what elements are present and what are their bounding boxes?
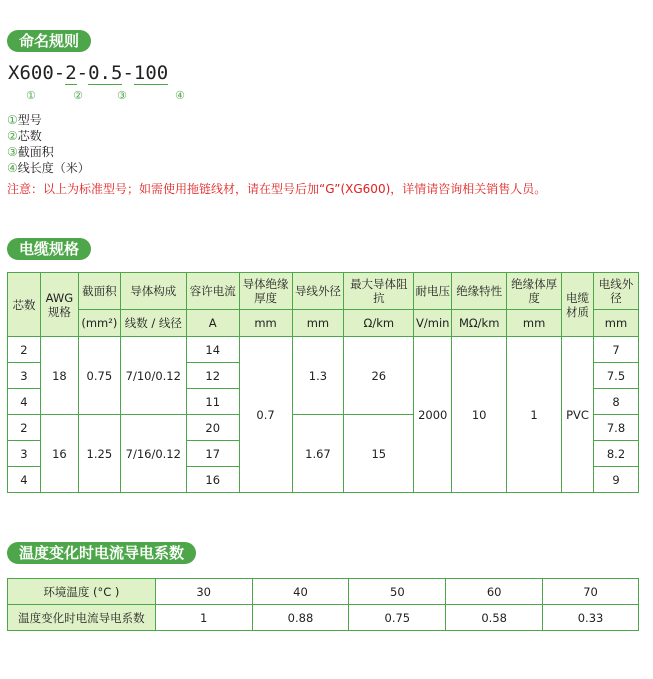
- code-part-area: 0.5: [88, 62, 123, 84]
- cell-resistance: 26: [344, 337, 414, 415]
- cell-awg: 16: [40, 415, 78, 493]
- marker-3: ③: [117, 89, 127, 102]
- cell-voltage: 2000: [414, 337, 452, 493]
- header-cores: 芯数: [8, 273, 41, 337]
- cell-insulation-thickness: 0.7: [239, 337, 292, 493]
- legend-item: ③截面积: [7, 145, 54, 159]
- cell-cable-od: 8: [593, 389, 638, 415]
- temp-value: 70: [543, 579, 639, 605]
- unit-insulator-thickness: mm: [507, 310, 562, 337]
- marker-4: ④: [175, 89, 185, 102]
- cell-current: 16: [186, 467, 239, 493]
- header-cable-od: 电线外径: [593, 273, 638, 310]
- cell-cores: 3: [8, 363, 41, 389]
- cell-insulator-thickness: 1: [507, 337, 562, 493]
- unit-current: A: [186, 310, 239, 337]
- cell-area: 0.75: [78, 337, 120, 415]
- section-title-temp: 温度变化时电流导电系数: [7, 542, 196, 564]
- unit-resistance: Ω/km: [344, 310, 414, 337]
- cell-cores: 2: [8, 337, 41, 363]
- cell-cores: 2: [8, 415, 41, 441]
- code-part-cores: 2: [65, 62, 77, 84]
- marker-1: ①: [26, 89, 36, 102]
- coeff-value: 0.33: [543, 605, 639, 631]
- cell-cores: 4: [8, 389, 41, 415]
- unit-insulation-property: MΩ/km: [452, 310, 507, 337]
- cell-material: PVC: [562, 337, 594, 493]
- header-insulation-thickness: 导体绝缘厚度: [239, 273, 292, 310]
- coeff-value: 1: [155, 605, 252, 631]
- cell-current: 12: [186, 363, 239, 389]
- marker-2: ②: [73, 89, 83, 102]
- header-material: 电缆材质: [562, 273, 594, 337]
- unit-insulation-thickness: mm: [239, 310, 292, 337]
- cell-conductor: 7/10/0.12: [120, 337, 186, 415]
- header-wire-od: 导线外径: [292, 273, 344, 310]
- cell-current: 17: [186, 441, 239, 467]
- cell-wire-od: 1.67: [292, 415, 344, 493]
- section-title-naming: 命名规则: [7, 30, 91, 52]
- cell-cable-od: 8.2: [593, 441, 638, 467]
- coeff-value: 0.58: [446, 605, 543, 631]
- code-sep: -: [76, 62, 89, 84]
- header-conductor: 导体构成: [120, 273, 186, 310]
- code-part-length: 100: [133, 62, 169, 84]
- code-sep: -: [122, 62, 134, 84]
- code-part-model: X600-: [8, 62, 66, 84]
- unit-conductor: 线数 / 线径: [120, 310, 186, 337]
- note-text: 注意：以上为标准型号；如需使用拖链线材，请在型号后加“G”(XG600)，详情请咨询相关销售人员。: [7, 182, 547, 196]
- cell-cable-od: 9: [593, 467, 638, 493]
- cell-conductor: 7/16/0.12: [120, 415, 186, 493]
- spec-table: [7, 272, 639, 493]
- header-voltage: 耐电压: [414, 273, 452, 310]
- unit-wire-od: mm: [292, 310, 344, 337]
- cell-cable-od: 7.5: [593, 363, 638, 389]
- cell-current: 11: [186, 389, 239, 415]
- section-title-spec: 电缆规格: [7, 238, 91, 260]
- header-insulator-thickness: 绝缘体厚度: [507, 273, 562, 310]
- cell-cable-od: 7.8: [593, 415, 638, 441]
- cell-cable-od: 7: [593, 337, 638, 363]
- cell-cores: 4: [8, 467, 41, 493]
- temp-row-label: 环境温度 (°C ): [8, 579, 156, 605]
- unit-voltage: V/min: [414, 310, 452, 337]
- cell-awg: 18: [40, 337, 78, 415]
- header-resistance: 最大导体阻抗: [344, 273, 414, 310]
- cell-wire-od: 1.3: [292, 337, 344, 415]
- temp-value: 60: [446, 579, 543, 605]
- temp-value: 30: [155, 579, 252, 605]
- legend-item: ④线长度（米）: [7, 161, 90, 175]
- header-current: 容许电流: [186, 273, 239, 310]
- cell-current: 14: [186, 337, 239, 363]
- temp-value: 50: [349, 579, 446, 605]
- header-area: 截面积: [78, 273, 120, 310]
- coeff-value: 0.75: [349, 605, 446, 631]
- legend-item: ②芯数: [7, 129, 42, 143]
- cell-area: 1.25: [78, 415, 120, 493]
- model-code: [8, 62, 168, 85]
- cell-cores: 3: [8, 441, 41, 467]
- temp-value: 40: [252, 579, 349, 605]
- unit-area: (mm²): [78, 310, 120, 337]
- unit-cable-od: mm: [593, 310, 638, 337]
- coeff-row-label: 温度变化时电流导电系数: [8, 605, 156, 631]
- cell-resistance: 15: [344, 415, 414, 493]
- temp-table: [7, 578, 639, 631]
- legend-item: ①型号: [7, 113, 42, 127]
- cell-insulation-property: 10: [452, 337, 507, 493]
- cell-current: 20: [186, 415, 239, 441]
- header-insulation-property: 绝缘特性: [452, 273, 507, 310]
- coeff-value: 0.88: [252, 605, 349, 631]
- header-awg: AWG规格: [40, 273, 78, 337]
